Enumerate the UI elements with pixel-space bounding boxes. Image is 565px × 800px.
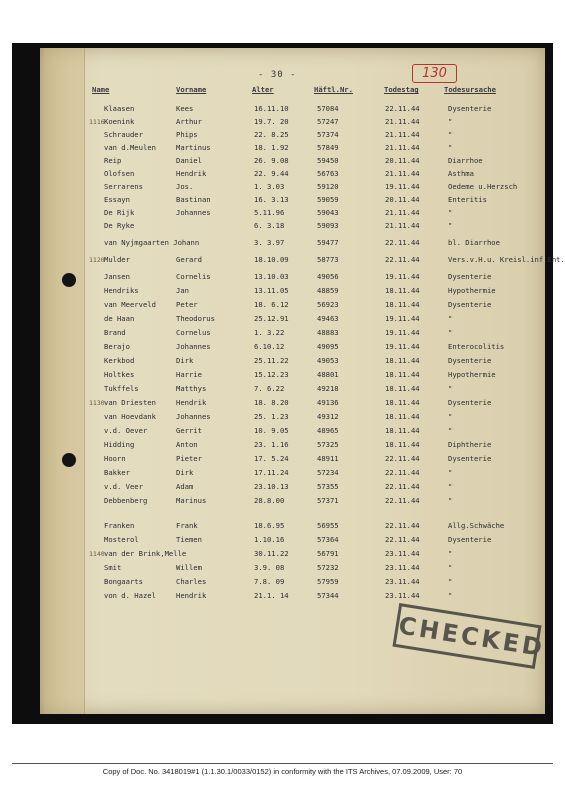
cell-name: Berajo	[104, 342, 130, 351]
cell-prisoner-number: 59450	[317, 156, 339, 165]
cell-first-name: Johannes	[176, 208, 211, 217]
cell-date-of-death: 18.11.44	[385, 356, 420, 365]
cell-prisoner-number: 57247	[317, 117, 339, 126]
cell-cause-of-death: "	[448, 143, 453, 152]
cell-name: Smit	[104, 563, 122, 572]
cell-cause-of-death: Dysenterie	[448, 535, 492, 544]
cell-first-name: Tiemen	[176, 535, 202, 544]
cell-cause-of-death: Dysenterie	[448, 300, 492, 309]
cell-date-of-death: 22.11.44	[385, 255, 420, 264]
cell-prisoner-number: 57084	[317, 104, 339, 113]
cell-cause-of-death: "	[448, 482, 453, 491]
cell-date-of-death: 18.11.44	[385, 398, 420, 407]
cell-name: Bakker	[104, 468, 130, 477]
cell-cause-of-death: "	[448, 130, 453, 139]
cell-date-of-death: 19.11.44	[385, 182, 420, 191]
footer-text: Copy of Doc. No. 3418019#1 (1.1.30.1/0033/0152) in conformity with the ITS Archives, 07.09.2009, User: 70	[102, 767, 463, 776]
cell-date-of-death: 21.11.44	[385, 117, 420, 126]
table-row	[0, 534, 565, 546]
cell-date-of-death: 22.11.44	[385, 482, 420, 491]
cell-name: Koenink	[104, 117, 135, 126]
cell-cause-of-death: Dysenterie	[448, 356, 492, 365]
table-row	[0, 439, 565, 451]
cell-first-name: Pieter	[176, 454, 202, 463]
cell-first-name: Charles	[176, 577, 207, 586]
header-age: Alter	[252, 85, 274, 94]
cell-prisoner-number: 48911	[317, 454, 339, 463]
table-row	[0, 155, 565, 167]
page-number: - 30 -	[258, 70, 297, 80]
header-date-of-death: Todestag	[384, 85, 419, 94]
cell-age: 21.1. 14	[254, 591, 289, 600]
cell-name: Reip	[104, 156, 122, 165]
table-row	[0, 327, 565, 339]
table-row	[0, 168, 565, 180]
cell-first-name: Johannes	[176, 342, 211, 351]
cell-prisoner-number: 56923	[317, 300, 339, 309]
cell-prisoner-number: 57325	[317, 440, 339, 449]
cell-age: 25.11.22	[254, 356, 289, 365]
cell-prisoner-number: 56955	[317, 521, 339, 530]
cell-first-name: Frank	[176, 521, 198, 530]
cell-name: Serrarens	[104, 182, 143, 191]
table-row	[0, 341, 565, 353]
cell-date-of-death: 23.11.44	[385, 549, 420, 558]
footer-divider	[12, 763, 553, 764]
cell-first-name: Marinus	[176, 496, 207, 505]
cell-date-of-death: 22.11.44	[385, 496, 420, 505]
cell-age: 17. 5.24	[254, 454, 289, 463]
cell-age: 17.11.24	[254, 468, 289, 477]
table-row	[0, 194, 565, 206]
cell-name: van Driesten	[104, 398, 156, 407]
cell-age: 19.7. 20	[254, 117, 289, 126]
cell-cause-of-death: "	[448, 208, 453, 217]
cell-first-name: Hendrik	[176, 169, 207, 178]
cell-cause-of-death: Hypothermie	[448, 370, 496, 379]
cell-first-name: Gerrit	[176, 426, 202, 435]
cell-cause-of-death: Oedeme u.Herzsch	[448, 182, 518, 191]
cell-name: Mosterol	[104, 535, 139, 544]
row-mark: 1140	[89, 550, 105, 558]
archive-number: 130	[412, 64, 457, 83]
table-row	[0, 181, 565, 193]
table-row	[0, 397, 565, 409]
cell-date-of-death: 18.11.44	[385, 286, 420, 295]
cell-age: 6. 3.18	[254, 221, 285, 230]
cell-first-name: Anton	[176, 440, 198, 449]
cell-age: 22. 8.25	[254, 130, 289, 139]
cell-date-of-death: 21.11.44	[385, 130, 420, 139]
cell-age: 18.10.09	[254, 255, 289, 264]
cell-age: 16. 3.13	[254, 195, 289, 204]
cell-cause-of-death: Diarrhoe	[448, 156, 483, 165]
cell-age: 28.8.00	[254, 496, 285, 505]
table-row	[0, 411, 565, 423]
cell-cause-of-death: "	[448, 328, 453, 337]
row-mark: 1120	[89, 256, 105, 264]
cell-age: 15.12.23	[254, 370, 289, 379]
cell-cause-of-death: "	[448, 221, 453, 230]
cell-cause-of-death: "	[448, 314, 453, 323]
cell-first-name: Adam	[176, 482, 194, 491]
header-name: Name	[92, 85, 110, 94]
cell-date-of-death: 22.11.44	[385, 238, 420, 247]
cell-date-of-death: 20.11.44	[385, 195, 420, 204]
cell-prisoner-number: 56791	[317, 549, 339, 558]
cell-first-name: Hendrik	[176, 398, 207, 407]
cell-cause-of-death: Allg.Schwäche	[448, 521, 505, 530]
cell-name: Olofsen	[104, 169, 135, 178]
cell-age: 10. 9.05	[254, 426, 289, 435]
cell-age: 13.10.03	[254, 272, 289, 281]
cell-cause-of-death: bl. Diarrhoe	[448, 238, 500, 247]
cell-cause-of-death: Diphtherie	[448, 440, 492, 449]
cell-first-name: Cornelis	[176, 272, 211, 281]
cell-age: 6.10.12	[254, 342, 285, 351]
cell-age: 18. 6.12	[254, 300, 289, 309]
cell-cause-of-death: Asthma	[448, 169, 474, 178]
cell-name: Kerkbod	[104, 356, 135, 365]
cell-name: Debbenberg	[104, 496, 148, 505]
table-row	[0, 299, 565, 311]
cell-cause-of-death: "	[448, 496, 453, 505]
cell-age: 30.11.22	[254, 549, 289, 558]
cell-name: von d. Hazel	[104, 591, 156, 600]
cell-first-name: Hendrik	[176, 591, 207, 600]
header-first-name: Vorname	[176, 85, 207, 94]
cell-first-name: Arthur	[176, 117, 202, 126]
cell-first-name: Jan	[176, 286, 189, 295]
table-row	[0, 467, 565, 479]
table-row	[0, 271, 565, 283]
checked-stamp: CHECKED	[392, 603, 541, 669]
cell-cause-of-death: Enterocolitis	[448, 342, 505, 351]
cell-age: 22. 9.44	[254, 169, 289, 178]
cell-date-of-death: 23.11.44	[385, 577, 420, 586]
cell-date-of-death: 21.11.44	[385, 221, 420, 230]
cell-age: 1.10.16	[254, 535, 285, 544]
cell-date-of-death: 23.11.44	[385, 563, 420, 572]
cell-name: De Rijk	[104, 208, 135, 217]
cell-prisoner-number: 49463	[317, 314, 339, 323]
cell-date-of-death: 22.11.44	[385, 468, 420, 477]
cell-name: de Haan	[104, 314, 135, 323]
cell-prisoner-number: 49056	[317, 272, 339, 281]
cell-cause-of-death: "	[448, 384, 453, 393]
cell-age: 23.10.13	[254, 482, 289, 491]
cell-name: van Nyjmgaarten Johann	[104, 238, 200, 247]
cell-first-name: Theodorus	[176, 314, 215, 323]
cell-first-name: Cornelus	[176, 328, 211, 337]
cell-first-name: Dirk	[176, 356, 194, 365]
cell-cause-of-death: Dysenterie	[448, 398, 492, 407]
cell-prisoner-number: 49053	[317, 356, 339, 365]
table-row	[0, 425, 565, 437]
cell-name: Brand	[104, 328, 126, 337]
cell-name: Schrauder	[104, 130, 143, 139]
cell-prisoner-number: 49218	[317, 384, 339, 393]
cell-prisoner-number: 57374	[317, 130, 339, 139]
cell-name: Jansen	[104, 272, 130, 281]
cell-cause-of-death: "	[448, 117, 453, 126]
cell-date-of-death: 19.11.44	[385, 328, 420, 337]
cell-cause-of-death: "	[448, 468, 453, 477]
cell-cause-of-death: "	[448, 549, 453, 558]
cell-cause-of-death: "	[448, 563, 453, 572]
cell-name: Mulder	[104, 255, 130, 264]
table-row	[0, 116, 565, 128]
cell-name: Holtkes	[104, 370, 135, 379]
cell-name: Essayn	[104, 195, 130, 204]
cell-date-of-death: 22.11.44	[385, 535, 420, 544]
table-row	[0, 129, 565, 141]
cell-first-name: Martinus	[176, 143, 211, 152]
table-row	[0, 453, 565, 465]
cell-cause-of-death: Vers.v.H.u. Kreisl.inf.Ent.	[448, 255, 565, 264]
cell-date-of-death: 21.11.44	[385, 169, 420, 178]
cell-prisoner-number: 57344	[317, 591, 339, 600]
table-row	[0, 520, 565, 532]
table-row	[0, 481, 565, 493]
cell-name: van Meerveld	[104, 300, 156, 309]
cell-age: 13.11.05	[254, 286, 289, 295]
cell-age: 1. 3.03	[254, 182, 285, 191]
table-row	[0, 548, 565, 560]
cell-name: De Ryke	[104, 221, 135, 230]
table-row	[0, 576, 565, 588]
cell-date-of-death: 18.11.44	[385, 384, 420, 393]
cell-date-of-death: 22.11.44	[385, 454, 420, 463]
cell-name: van d.Meulen	[104, 143, 156, 152]
cell-first-name: Phips	[176, 130, 198, 139]
cell-name: Bongaarts	[104, 577, 143, 586]
cell-age: 18.6.95	[254, 521, 285, 530]
row-mark: 1130	[89, 399, 105, 407]
cell-age: 26. 9.08	[254, 156, 289, 165]
cell-first-name: Johannes	[176, 412, 211, 421]
cell-date-of-death: 18.11.44	[385, 412, 420, 421]
table-row	[0, 369, 565, 381]
table-row	[0, 562, 565, 574]
table-row	[0, 383, 565, 395]
cell-date-of-death: 18.11.44	[385, 300, 420, 309]
cell-prisoner-number: 57232	[317, 563, 339, 572]
cell-date-of-death: 19.11.44	[385, 314, 420, 323]
table-row	[0, 237, 565, 249]
cell-first-name: Gerard	[176, 255, 202, 264]
cell-prisoner-number: 57234	[317, 468, 339, 477]
cell-first-name: Matthys	[176, 384, 207, 393]
cell-prisoner-number: 57355	[317, 482, 339, 491]
cell-cause-of-death: "	[448, 577, 453, 586]
cell-age: 1. 3.22	[254, 328, 285, 337]
table-row	[0, 142, 565, 154]
cell-age: 18. 8.20	[254, 398, 289, 407]
cell-date-of-death: 21.11.44	[385, 208, 420, 217]
table-row	[0, 495, 565, 507]
cell-name: Hendriks	[104, 286, 139, 295]
cell-age: 25.12.91	[254, 314, 289, 323]
cell-prisoner-number: 59120	[317, 182, 339, 191]
table-row	[0, 590, 565, 602]
table-row	[0, 285, 565, 297]
table-row	[0, 355, 565, 367]
table-row	[0, 313, 565, 325]
cell-name: Franken	[104, 521, 135, 530]
cell-first-name: Jos.	[176, 182, 194, 191]
header-cause-of-death: Todesursache	[444, 85, 496, 94]
cell-date-of-death: 19.11.44	[385, 272, 420, 281]
cell-cause-of-death: Hypothermie	[448, 286, 496, 295]
cell-cause-of-death: "	[448, 412, 453, 421]
row-mark: 1116	[89, 118, 105, 126]
cell-prisoner-number: 49136	[317, 398, 339, 407]
cell-prisoner-number: 59477	[317, 238, 339, 247]
table-row	[0, 207, 565, 219]
cell-age: 18. 1.92	[254, 143, 289, 152]
cell-prisoner-number: 48965	[317, 426, 339, 435]
cell-prisoner-number: 56763	[317, 169, 339, 178]
cell-cause-of-death: Dysenterie	[448, 272, 492, 281]
cell-age: 23. 1.16	[254, 440, 289, 449]
cell-cause-of-death: Enteritis	[448, 195, 487, 204]
cell-age: 7. 6.22	[254, 384, 285, 393]
cell-name: Tukffels	[104, 384, 139, 393]
cell-prisoner-number: 57849	[317, 143, 339, 152]
cell-cause-of-death: "	[448, 591, 453, 600]
cell-date-of-death: 20.11.44	[385, 156, 420, 165]
cell-prisoner-number: 48859	[317, 286, 339, 295]
cell-date-of-death: 23.11.44	[385, 591, 420, 600]
cell-age: 5.11.96	[254, 208, 285, 217]
cell-age: 3. 3.97	[254, 238, 285, 247]
cell-age: 25. 1.23	[254, 412, 289, 421]
table-header	[0, 84, 565, 96]
cell-cause-of-death: Dysenterie	[448, 454, 492, 463]
cell-prisoner-number: 57371	[317, 496, 339, 505]
table-row	[0, 103, 565, 115]
cell-name: Klaasen	[104, 104, 135, 113]
cell-prisoner-number: 48801	[317, 370, 339, 379]
cell-prisoner-number: 59093	[317, 221, 339, 230]
cell-first-name: Willem	[176, 563, 202, 572]
header-prisoner-number: Häftl.Nr.	[314, 85, 353, 94]
cell-prisoner-number: 59059	[317, 195, 339, 204]
cell-date-of-death: 22.11.44	[385, 104, 420, 113]
cell-prisoner-number: 59043	[317, 208, 339, 217]
cell-prisoner-number: 58773	[317, 255, 339, 264]
cell-age: 7.8. 09	[254, 577, 285, 586]
cell-date-of-death: 18.11.44	[385, 440, 420, 449]
cell-date-of-death: 21.11.44	[385, 143, 420, 152]
cell-name: v.d. Veer	[104, 482, 143, 491]
cell-first-name: Harrie	[176, 370, 202, 379]
cell-name: van Hoevdank	[104, 412, 156, 421]
cell-prisoner-number: 57959	[317, 577, 339, 586]
cell-first-name: Bastinan	[176, 195, 211, 204]
cell-age: 16.11.10	[254, 104, 289, 113]
cell-date-of-death: 19.11.44	[385, 342, 420, 351]
cell-cause-of-death: Dysenterie	[448, 104, 492, 113]
cell-name: Hidding	[104, 440, 135, 449]
cell-name: v.d. Oever	[104, 426, 148, 435]
cell-first-name: Kees	[176, 104, 194, 113]
cell-cause-of-death: "	[448, 426, 453, 435]
cell-prisoner-number: 57364	[317, 535, 339, 544]
table-row	[0, 220, 565, 232]
cell-age: 3.9. 08	[254, 563, 285, 572]
cell-date-of-death: 18.11.44	[385, 370, 420, 379]
cell-prisoner-number: 49095	[317, 342, 339, 351]
cell-first-name: Daniel	[176, 156, 202, 165]
cell-name: Hoorn	[104, 454, 126, 463]
cell-date-of-death: 22.11.44	[385, 521, 420, 530]
cell-date-of-death: 18.11.44	[385, 426, 420, 435]
table-row	[0, 254, 565, 266]
cell-first-name: Dirk	[176, 468, 194, 477]
cell-first-name: Peter	[176, 300, 198, 309]
cell-prisoner-number: 48883	[317, 328, 339, 337]
cell-name: van der Brink,Melle	[104, 549, 187, 558]
cell-prisoner-number: 49312	[317, 412, 339, 421]
